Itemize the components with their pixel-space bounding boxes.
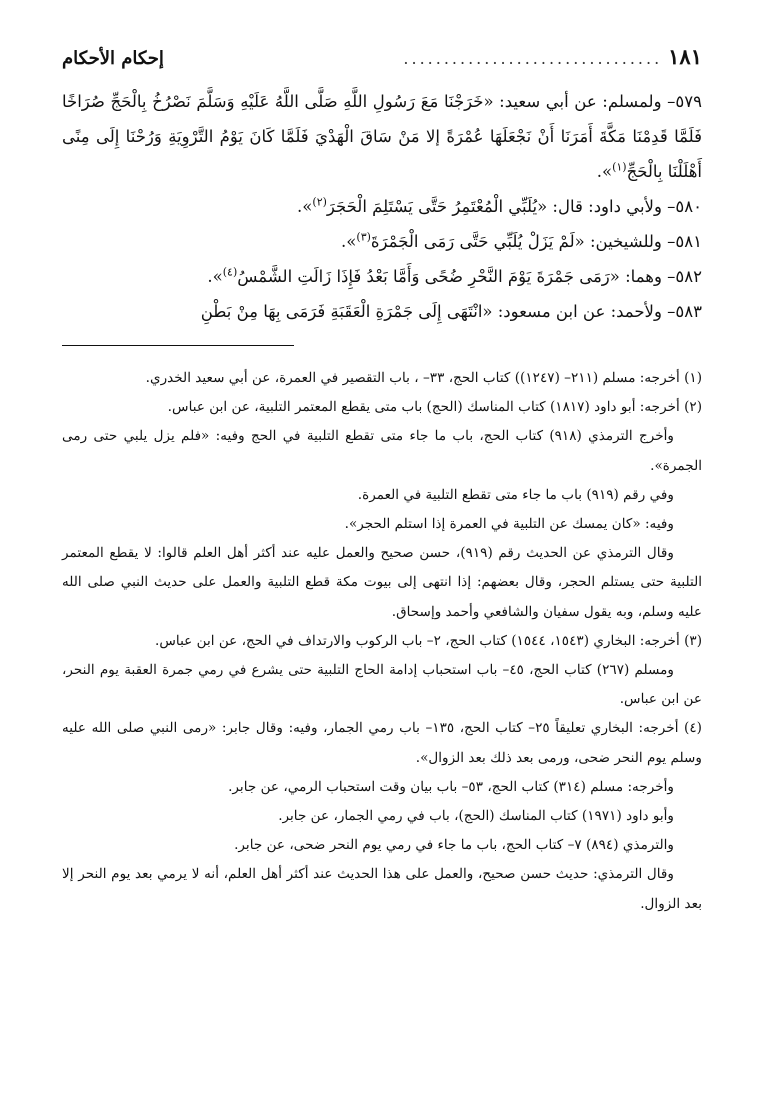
page-header [62, 44, 702, 78]
hadith-582 [62, 259, 702, 294]
hadith-text-block [62, 84, 702, 329]
footnote-line: وأخرجه: مسلم (٣١٤) كتاب الحج، ٥٣– باب بيان وقت استحباب الرمي، عن جابر. [228, 778, 674, 795]
hadith-581 [62, 224, 702, 259]
footnote-line: وأبو داود (١٩٧١) كتاب المناسك (الحج)، باب في رمي الجمار، عن جابر. [278, 808, 674, 825]
hadith-text: ٥٧٩– ولمسلم: عن أبي سعيد: «خَرَجْنَا مَعَ رَسُولِ اللَّهِ صَلَّى اللَّهُ عَلَيْهِ وَسَلَّمَ نَصْرُخُ بِالْحَجِّ صُرَاخًا فَلَمَّا قَدِمْنَا مَكَّةَ أَمَرَنَا أَنْ نَجْعَلَهَا عُمْرَةً إلا مَنْ سَاقَ الْهَدْيَ فَلَمَّا كَانَ يَوْمُ التَّرْوِيَةِ وَرُحْنَا إِلَى مِنًى أَهْلَلْنَا بِالْحَجِّ [62, 92, 702, 181]
hadith-text: ٥٨١– وللشيخين: «لَمْ يَزَلْ يُلَبِّي حَتَّى رَمَى الْجَمْرَةَ [370, 232, 702, 251]
footnote-line: (٤) أخرجه: البخاري تعليقاً ٢٥– كتاب الحج، ١٣٥– باب رمي الجمار، وفيه: وقال جابر: «رمى النبي صلى الله عليه وسلم يوم النحر ضحى، ورمى بعد ذلك بعد الزوال». [62, 720, 702, 766]
footnote-ref: (٣) [356, 230, 371, 244]
hadith-583 [62, 294, 702, 329]
hadith-tail: ». [297, 197, 313, 216]
footnote-line: وفي رقم (٩١٩) باب ما جاء متى تقطع التلبية في العمرة. [357, 486, 674, 503]
hadith-text: ٥٨٠– ولأبي داود: قال: «يُلَبِّي الْمُعْتَمِرُ حَتَّى يَسْتَلِمَ الْحَجَرَ [326, 197, 702, 216]
hadith-tail: ». [207, 267, 223, 286]
hadith-text: ٥٨٢– وهما: «رَمَى جَمْرَةَ يَوْمَ النَّحْرِ ضُحًى وَأَمَّا بَعْدُ فَإِذَا زَالَتِ الشَّمْسُ [237, 267, 702, 286]
hadith-tail: ». [596, 162, 613, 181]
header-leader-dots: ................................ [403, 49, 663, 68]
hadith-579 [62, 84, 702, 189]
footnote-separator [62, 345, 294, 346]
footnote-line: (١) أخرجه: مسلم (٢١١– (١٢٤٧)) كتاب الحج، ٣٣– ، باب التقصير في العمرة، عن أبي سعيد الخدري. [145, 370, 702, 386]
book-title: إحكام الأحكام [62, 48, 164, 69]
footnote-line: والترمذي (٨٩٤) ٧– كتاب الحج، باب ما جاء في رمي يوم النحر ضحى، عن جابر. [234, 837, 674, 854]
page-number: ١٨١ [668, 44, 702, 69]
footnote-ref: (٤) [222, 265, 238, 279]
hadith-text: ٥٨٣– ولأحمد: عن ابن مسعود: «انْتَهَى إِلَى جَمْرَةِ الْعَقَبَةِ فَرَمَى بِهَا مِنْ بَطْنِ [200, 302, 702, 321]
footnote-ref: (٢) [312, 195, 327, 209]
footnote-line: وقال الترمذي: حديث حسن صحيح، والعمل على هذا الحديث عند أكثر أهل العلم، أنه لا يرمي بعد يوم النحر إلا بعد الزوال. [62, 866, 702, 912]
footnotes-block [62, 364, 702, 919]
footnote-line: وأخرج الترمذي (٩١٨) كتاب الحج، باب ما جاء متى تقطع التلبية في الحج وفيه: «فلم يزل يلبي حتى رمى الجمرة». [62, 428, 702, 474]
footnote-line: (٢) أخرجه: أبو داود (١٨١٧) كتاب المناسك (الحج) باب متى يقطع المعتمر التلبية، عن ابن عباس. [167, 399, 702, 416]
hadith-580 [62, 189, 702, 224]
footnote-line: (٣) أخرجه: البخاري (١٥٤٣، ١٥٤٤) كتاب الحج، ٢– باب الركوب والارتداف في الحج، عن ابن عباس. [155, 632, 702, 649]
footnote-line: ومسلم (٢٦٧) كتاب الحج، ٤٥– باب استحباب إدامة الحاج التلبية حتى يشرع في رمي جمرة العقبة يوم النحر، عن ابن عباس. [62, 662, 702, 708]
footnote-ref: (١) [612, 160, 627, 174]
hadith-tail: ». [341, 232, 357, 251]
footnote-line: وقال الترمذي عن الحديث رقم (٩١٩)، حسن صحيح والعمل عليه عند أكثر أهل العلم قالوا: لا يقطع المعتمر التلبية حتى يستلم الحجر، وقال بعضهم: إذا انتهى إلى بيوت مكة قطع التلبية والعمل على حديث النبي صلى الله عليه وسلم، وبه يقول سفيان والشافعي وأحمد وإسحاق. [62, 545, 702, 620]
footnote-line: وفيه: «كان يمسك عن التلبية في العمرة إذا استلم الحجر». [344, 516, 674, 533]
